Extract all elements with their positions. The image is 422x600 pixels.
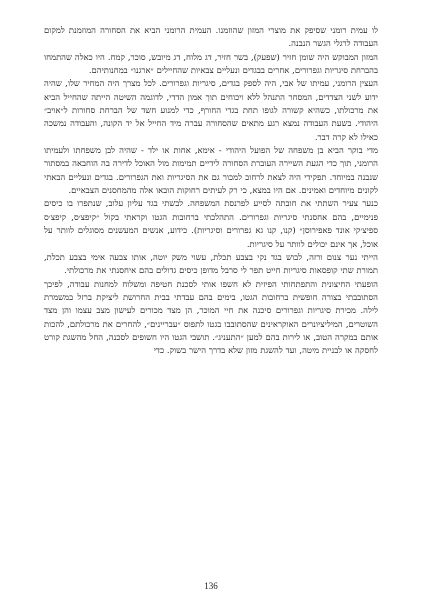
page-number: 136: [204, 581, 218, 591]
paragraph-5: כנער צעיר השתתי את חובתה לסייע לפרנסת המשפחה. לבשתי בגד עליון עלוב, שנתפרו בו כיסים פנימיים, בהם אחסנתי סיגריות וגפרורים. התהלכתי ברחובות הגטו וקראתי בקול ״קיפצ׳ס, קיפצ׳ס ספיצ׳קי אונד פאפירוסן״ (קנו, קנו גא גפרורים וסיגריות). כידוע, אנשים המעשנים מסוגלים לוותר על אוכל, אך אינם יכולים לוותר על סיגריות.: [44, 198, 378, 249]
paragraph-4: מדי בוקר הביא בן משפחה של הפועל היהודי - אימא, אחות או ילד - שהיה לבן משפחתו ולעמיתו הרומני, תוך כדי הגעת השיירה העוברת הסחורה לידיים תמימות מול האוכל לדירה בה הוחבאה במסתור שנבנה במיוחד. תפקידי היה לצאת לרחוב למכור גם את הסיגריות ואת הגפרורים. בגדים ונעליים הבאתי לקונים מיוחדים ואמינים. אם היו במצא, כי רק לעיתים רחוקות הובאו אלה מהמחסנים הצבאיים.: [44, 145, 378, 196]
paragraph-7: הופעתי החיצונית והתפתחותי הפיזית לא חשפו אותי לסכנת חטיפה ומשלוח למחנות עבודה, לפיכך הסתובבתי בצורה חופשית ברחובות הגטו, בימים בהם עבדתי בבית החרושת ליציקת ברזל במשמרת לילה. מכירת סיגריות וגפרורים סיכנה את חיי המוכר, הן מצד מכורים לעישון מצב עצמו והן מצד השוטרים, המיליציונרים האוקראינים שהסתובבו בגטו לתפוס ״עבריינים״, להחרים את מרכולתם, להכות אותם במקרה הטוב, או לירות בהם למען ״התעניג״. תושבי הגטו היו חשופים לסכנה, החל מהשגת קורט לחסקה או לבניית מיטה, ועד להשגת מזון שלא בדרך הישר בשוק. כדי: [44, 278, 378, 356]
document-page: [44, 24, 378, 591]
paragraph-3: העצין הרומני, עמיתו של אבי, היה לספק בגדים, סיגריות וגפרורים. לכל מצרך היה המחיר שלו, שהיה ידוע לשני הצדדים, המסחר התנהל ללא ויכוחים תוך אמון הדדי, לדוגמה השיטה הייתה שהחייל הביא את מרכולתו, כשהיא קשורה לגופו תחת בגדי החורף, כדי למנוע חשד של הברחת סחורות ל״אויב״ היהודי. בשעת העבודה נמצא רגע מתאים שהסחורה עברה מיד החייל אל יד הקונה, והעבודה נמשכה כאילו לא קרה דבר.: [44, 78, 378, 142]
paragraph-2: המזון המבוקש היה שומן חזיר (שפעק), בשר חזיר, דג מלוח, דג מיובש, סוכר, קמח. היו כאלה שהתמחו בהברחת סיגריות וגפרורים, אחרים בבגדים ונעליים צבאיות שהחיילים ״ארגנו״ במחנותיהם.: [44, 51, 378, 76]
paragraph-1: לו עמית רומני שסיפק את מוצרי המזון שהוזמנו. העמית הרומני הביא את הסחורה המוזמנת למקום העבודה לרגלי הגשר הנבנה.: [44, 25, 378, 49]
paragraph-6: הייתי נער צנום ורזה, לבוש בגד נקי בצבע תכלת, עשוי משק יוטה, אותו צבעה אימי בצבע תכלת, תמורת שתי קופסאות סיגריות חייט תפר לי סרבל מדופן כיסים גדולים בהם איחסנתי את מרכולתי.: [44, 251, 378, 276]
